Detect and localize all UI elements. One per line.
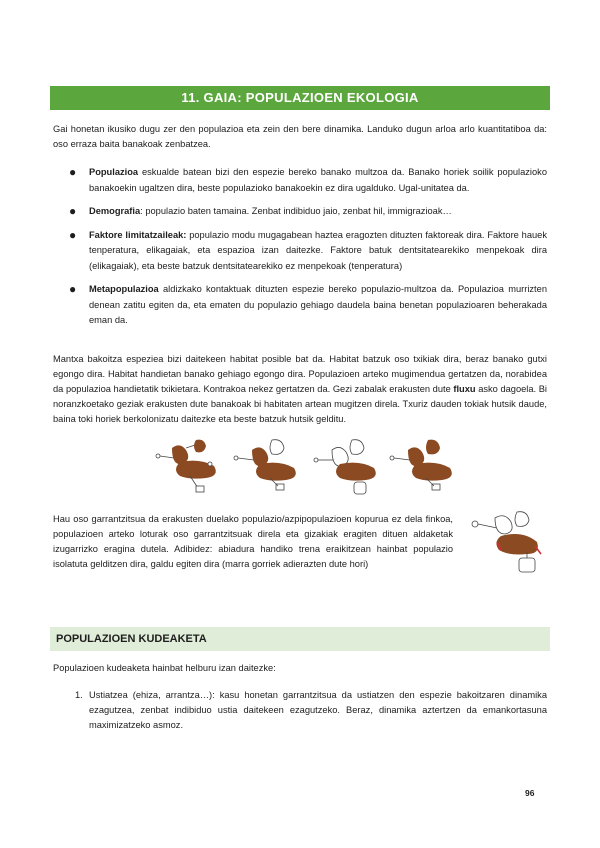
habitat-paragraph: Mantxa bakoitza espeziea bizi daitekeen habitat posible bat da. Habitat batzuk oso txikiak dira, beraz banako gutxi egongo dira. Habitat handietan banako gehiago egongo dira. Populazioen arteko mugimendua gertatzen da, norabidea da populazioa handietatik txikietara. Kontrakoa nekez gertatzen da. Gezi zabalak erakusten dute fluxu asko dagoela. Bi noranzkoetako geziak erakusten dute banakoak bi habitaten artean mugitzen direla. Txuriz dauden tokiak hutsik daude, baina toki horiek berkolonizatu daitezke eta beste batzuk hutsik gelditu. [53, 354, 547, 424]
bullet-dot-icon: ● [69, 282, 77, 296]
isolation-paragraph: Hau oso garrantzitsua da erakusten duelako populazio/azpipopulazioen kopurua ez dela finkoa, populazioen arteko loturak oso garrantzitsuak direla eta gizakiak eragiten dituen aldaketak izugarrizko eragina dutela. Adibidez: abiadura handiko trena eraikitzean hainbat populazio isolatuta gelditzen dira, galdu egiten dira (marra gorriek adierazten dute hori) [53, 514, 453, 569]
management-intro: Populazioen kudeaketa hainbat helburu izan daitezke: [53, 663, 276, 673]
bullet-text: aldizkako kontaktuak dituzten espezie bereko populazio-multzoa da. Populazioa murrizten denean zatitu egiten da, eta ematen du populazio gehiago daudela baina benetan populazioaren beherakada eman da. [89, 284, 547, 325]
fragmentation-illustration [467, 508, 547, 580]
section-heading: POPULAZIOEN KUDEAKETA [50, 627, 550, 651]
bullet-term: Metapopulazioa [89, 284, 159, 294]
bullet-dot-icon: ● [69, 165, 77, 179]
intro-paragraph: Gai honetan ikusiko dugu zer den populazioa eta zein den bere dinamika. Landuko dugun arloa arlo kuantitatiboa da: oso erraza baita banakoak zenbatzea. [53, 124, 547, 149]
bullet-item [53, 165, 547, 196]
bullet-text: populazio modu mugagabean haztea eragozten dituzten faktoreak dira. Faktore hauek tenperatura, elikagaiak, eta espazioa izan daitezke. Faktore batuk dentsitatearekiko menpekoak dira (elikagaiak), eta beste batzuk dentsitatearekiko ez menpekoak (tenperatura) [89, 229, 547, 271]
bullet-term: Faktore limitatzaileak: [89, 229, 187, 240]
list-number: 1. [75, 690, 83, 700]
bullet-text: populazio baten tamaina. Zenbat indibiduo jaio, zenbat hil, immigrazioak… [145, 206, 452, 216]
chapter-title: 11. GAIA: POPULAZIOEN EKOLOGIA [50, 86, 550, 110]
numbered-list [53, 688, 547, 733]
bullet-dot-icon: ● [69, 227, 77, 242]
bullet-term: Demografia [89, 206, 141, 216]
bullet-item [53, 228, 547, 275]
page-number: 96 [525, 788, 535, 798]
bullet-item [53, 282, 547, 329]
bullet-term: Populazioa [89, 167, 139, 177]
metapopulation-dynamics-illustration [150, 438, 458, 500]
list-item-text: Ustiatzea (ehiza, arrantza…): kasu honetan garrantzitsua da ustiatzen den espezie bakoitzaren dinamika ezagutzea, zenbat indibiduo ustia daitekeen ezagutzeko. Beraz, dinamika aztertzen da emankortasuna maximizatzeko asmoz. [89, 690, 547, 730]
bullet-text: eskualde batean bizi den espezie bereko banako multzoa da. Banako horiek soilik populazioko banakoekin ugaltzen dira, beste populazioko banakoekin ez dira ugalduko. Ugal-unitatea da. [89, 167, 547, 193]
bullet-item: ● Demografia: populazio baten tamaina. Zenbat indibiduo jaio, zenbat hil, immigrazioak… [69, 204, 452, 218]
bold-term: fluxu [453, 384, 476, 394]
bullet-dot-icon: ● [69, 204, 77, 218]
definition-list [53, 165, 547, 337]
